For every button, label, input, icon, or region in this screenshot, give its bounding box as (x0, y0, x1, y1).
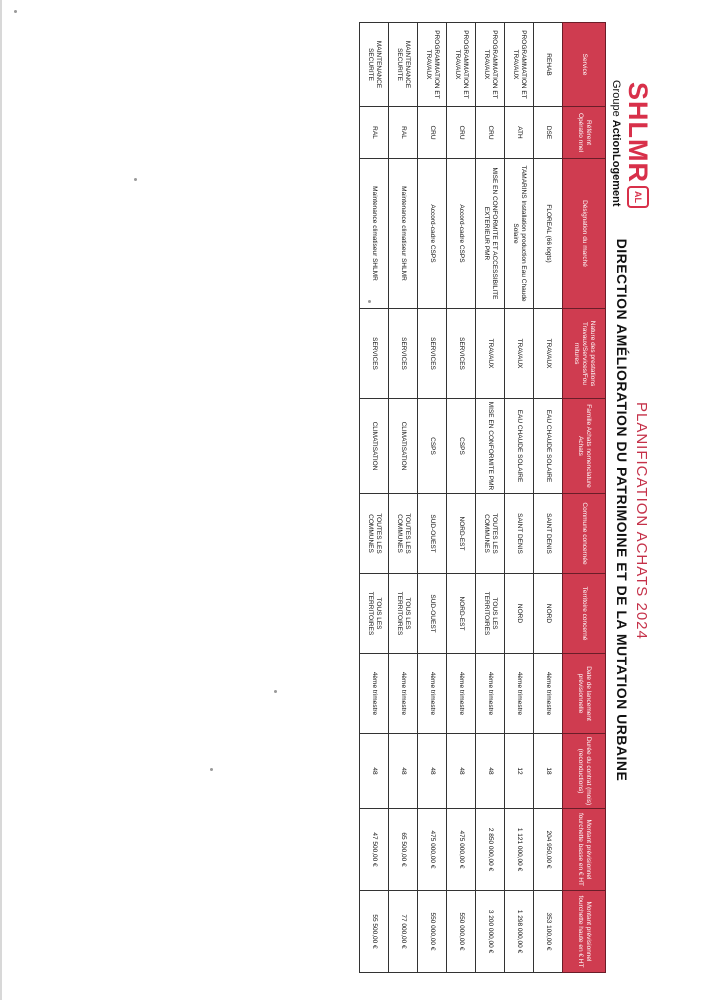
cell-service: MAINTENANCE SECURITE (360, 23, 389, 107)
column-header: Date de lancement prévisionnelle (563, 654, 606, 734)
cell-referent: ATH (505, 107, 534, 159)
cell-date: 4ème trimestre (360, 654, 389, 734)
table-row (447, 23, 476, 973)
cell-service: REHAB (534, 23, 563, 107)
column-header: Territoire concerné (563, 574, 606, 654)
cell-commune: SAINT DENIS (505, 494, 534, 574)
group-brand: ActionLogement (610, 119, 622, 207)
cell-duree: 48 (447, 734, 476, 809)
cell-date: 4ème trimestre (476, 654, 505, 734)
cell-nature: SERVICES (389, 309, 418, 399)
cell-designation: FLOREAL (66 logts) (534, 159, 563, 309)
cell-montant-bas: 475 000,00 € (418, 809, 447, 891)
cell-montant-bas: 1 121 000,00 € (505, 809, 534, 891)
cell-famille: CSPS (447, 399, 476, 494)
cell-designation: MISE EN CONFORMITE ET ACCESSIBILITE EXTERIEUR PMR (476, 159, 505, 309)
cell-famille: CSPS (418, 399, 447, 494)
cell-nature: TRAVAUX (534, 309, 563, 399)
cell-date: 4ème trimestre (447, 654, 476, 734)
cell-commune: TOUTES LES COMMUNES (476, 494, 505, 574)
cell-duree: 48 (360, 734, 389, 809)
column-header: Désignation du marché (563, 159, 606, 309)
cell-service: PROGRAMMATION ET TRAVAUX (418, 23, 447, 107)
table-row (476, 23, 505, 973)
scan-speck (210, 768, 213, 771)
cell-territoire: TOUS LES TERRITOIRES (360, 574, 389, 654)
cell-referent: CRU (476, 107, 505, 159)
cell-montant-bas: 47 500,00 € (360, 809, 389, 891)
table-row (389, 23, 418, 973)
cell-nature: SERVICES (418, 309, 447, 399)
cell-territoire: NORD (505, 574, 534, 654)
cell-famille: MISE EN CONFORMITE PMR (476, 399, 505, 494)
cell-montant-haut: 55 500,00 € (360, 891, 389, 973)
table-header (563, 23, 606, 973)
cell-nature: TRAVAUX (505, 309, 534, 399)
cell-designation: TAMARINS Installation production Eau Chaude Solaire (505, 159, 534, 309)
logo-text: SHLMR (623, 82, 654, 183)
table-row (534, 23, 563, 973)
column-header: Nature des prestations Travaux/Services/Fou rnitures (563, 309, 606, 399)
cell-designation: Accord-cadre CSPS (418, 159, 447, 309)
cell-nature: SERVICES (360, 309, 389, 399)
cell-commune: SUD-OUEST (418, 494, 447, 574)
direction-title: DIRECTION AMÉLIORATION DU PATRIMOINE ET DE LA MUTATION URBAINE (614, 238, 630, 782)
cell-designation: Maintenance climatiseur SHLMR (389, 159, 418, 309)
cell-date: 4ème trimestre (534, 654, 563, 734)
logo-badge: AL (627, 186, 649, 208)
cell-service: PROGRAMMATION ET TRAVAUX (505, 23, 534, 107)
table-row (505, 23, 534, 973)
cell-referent: CRU (447, 107, 476, 159)
table-row (418, 23, 447, 973)
cell-nature: TRAVAUX (476, 309, 505, 399)
cell-territoire: NORD (534, 574, 563, 654)
cell-montant-haut: 550 000,00 € (447, 891, 476, 973)
cell-territoire: TOUS LES TERRITOIRES (476, 574, 505, 654)
column-header: Service (563, 23, 606, 107)
column-header: Durée du contrat (mois) (reconductions) (563, 734, 606, 809)
cell-territoire: SUD-OUEST (418, 574, 447, 654)
scan-speck (14, 10, 17, 13)
cell-nature: SERVICES (447, 309, 476, 399)
table-row (360, 23, 389, 973)
table-body (360, 23, 563, 973)
cell-famille: EAU CHAUDE SOLAIRE (534, 399, 563, 494)
cell-famille: EAU CHAUDE SOLAIRE (505, 399, 534, 494)
column-header: Référent Opératio nnel (563, 107, 606, 159)
column-header: Montant prévisionnel fourchette basse en € HT (563, 809, 606, 891)
scan-edge (0, 0, 2, 1000)
cell-montant-bas: 2 850 000,00 € (476, 809, 505, 891)
shlmr-logo (618, 82, 658, 208)
cell-referent: DSE (534, 107, 563, 159)
cell-montant-haut: 353 100,00 € (534, 891, 563, 973)
cell-commune: TOUTES LES COMMUNES (389, 494, 418, 574)
cell-service: PROGRAMMATION ET TRAVAUX (476, 23, 505, 107)
cell-designation: Maintenance climatiseur SHLMR (360, 159, 389, 309)
cell-duree: 48 (476, 734, 505, 809)
cell-montant-haut: 550 000,00 € (418, 891, 447, 973)
cell-designation: Accord-cadre CSPS (447, 159, 476, 309)
column-header: Famille Achats nomenclature Achats (563, 399, 606, 494)
scan-speck (274, 690, 277, 693)
purchases-table (359, 22, 606, 973)
cell-montant-haut: 77 000,00 € (389, 891, 418, 973)
cell-date: 4ème trimestre (418, 654, 447, 734)
cell-montant-bas: 65 500,00 € (389, 809, 418, 891)
cell-referent: RAL (360, 107, 389, 159)
cell-date: 4ème trimestre (505, 654, 534, 734)
cell-territoire: NORD-EST (447, 574, 476, 654)
cell-montant-bas: 475 000,00 € (447, 809, 476, 891)
cell-famille: CLIMATISATION (360, 399, 389, 494)
header-row (563, 23, 606, 973)
cell-commune: NORD-EST (447, 494, 476, 574)
cell-territoire: TOUS LES TERRITOIRES (389, 574, 418, 654)
cell-commune: SAINT DENIS (534, 494, 563, 574)
cell-famille: CLIMATISATION (389, 399, 418, 494)
document-sheet (367, 20, 660, 1000)
cell-duree: 18 (534, 734, 563, 809)
cell-montant-haut: 1 298 000,00 € (505, 891, 534, 973)
cell-duree: 48 (389, 734, 418, 809)
scan-speck (134, 178, 137, 181)
column-header: Montant prévisionnel fourchette haute en € HT (563, 891, 606, 973)
cell-duree: 12 (505, 734, 534, 809)
cell-service: PROGRAMMATION ET TRAVAUX (447, 23, 476, 107)
group-name: Groupe ActionLogement (610, 80, 622, 207)
cell-referent: RAL (389, 107, 418, 159)
cell-commune: TOUTES LES COMMUNES (360, 494, 389, 574)
column-header: Commune concernée (563, 494, 606, 574)
cell-date: 4ème trimestre (389, 654, 418, 734)
cell-montant-bas: 204 950,00 € (534, 809, 563, 891)
cell-montant-haut: 3 200 000,00 € (476, 891, 505, 973)
cell-duree: 48 (418, 734, 447, 809)
plan-title: PLANIFICATION ACHATS 2024 (633, 402, 650, 640)
cell-service: MAINTENANCE SECURITE (389, 23, 418, 107)
cell-referent: CRU (418, 107, 447, 159)
